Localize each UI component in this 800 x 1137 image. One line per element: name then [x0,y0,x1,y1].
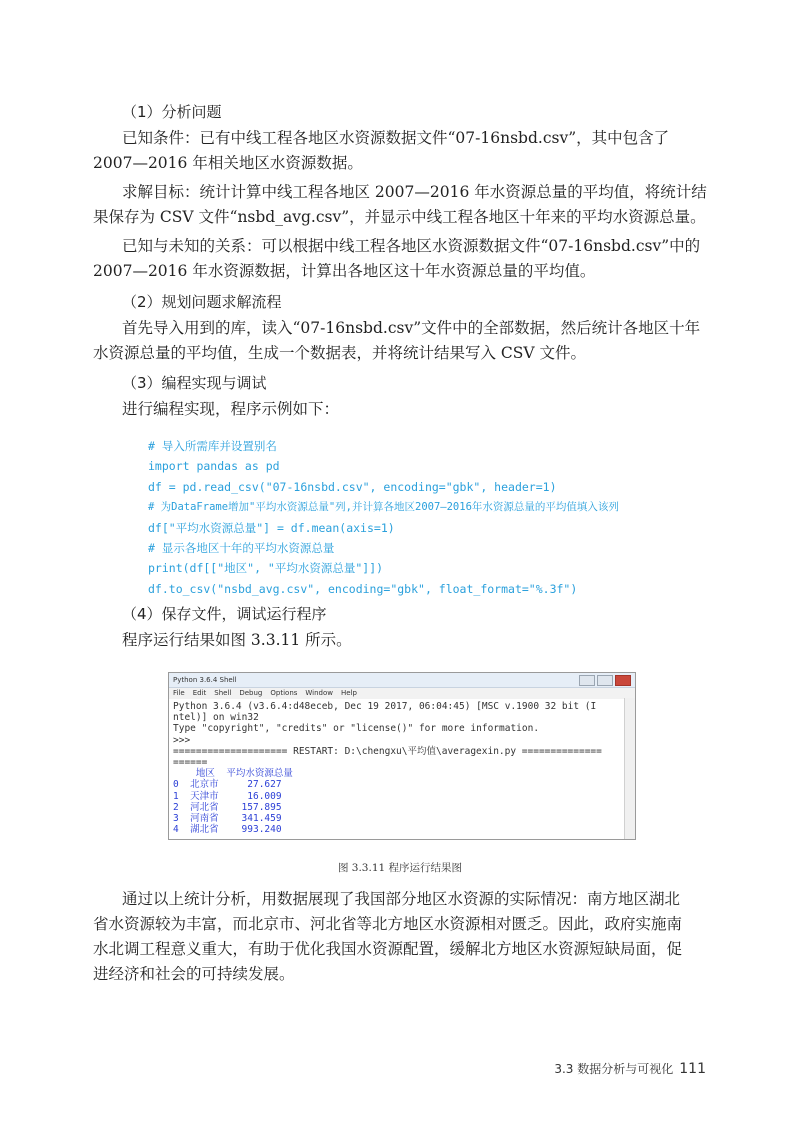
section-heading-analyze: （1）分析问题 [122,103,222,121]
close-icon [615,675,631,686]
menu-edit: Edit [192,689,207,697]
footer-section: 3.3 数据分析与可视化 [554,1062,674,1076]
text-line: 进行编程实现，程序示例如下： [122,400,340,418]
known-conditions-paragraph [93,126,718,176]
code-line: # 为DataFrame增加"平均水资源总量"列,并计算各地区2007—2016年水资源总量的平均值填入该列 [148,501,619,514]
plan-paragraph [93,316,718,366]
shell-menu-bar [169,688,635,699]
menu-window: Window [305,689,334,697]
menu-options: Options [270,689,298,697]
python-shell-screenshot [168,672,636,840]
text-line: 已知与未知的关系：可以根据中线工程各地区水资源数据文件“07-16nsbd.csv”中的 [122,237,701,255]
code-listing [148,436,619,599]
code-line: # 导入所需库并设置别名 [148,439,277,453]
goal-paragraph [93,180,718,230]
shell-line: ==================== RESTART: D:\chengxu\平均值\averagexin.py ============== [173,745,602,757]
shell-line: ====== [173,757,208,769]
text-line: 2007—2016 年相关地区水资源数据。 [93,154,363,172]
code-line: df.to_csv("nsbd_avg.csv", encoding="gbk", float_format="%.3f") [148,581,578,596]
text-line: 水资源总量的平均值，生成一个数据表，并将统计结果写入 CSV 文件。 [93,344,587,362]
result-row: 0 北京市 27.627 [173,779,282,791]
result-row: 1 天津市 16.009 [173,790,282,802]
result-row: 3 河南省 341.459 [173,813,282,825]
code-line: print(df[["地区", "平均水资源总量"]]) [148,561,384,576]
implement-intro [93,397,718,422]
text-line: 首先导入用到的库，读入“07-16nsbd.csv”文件中的全部数据，然后统计各地区十年 [122,319,701,337]
menu-help: Help [341,689,357,697]
text-line: 水北调工程意义重大，有助于优化我国水资源配置，缓解北方地区水资源短缺局面，促 [93,940,683,958]
menu-file: File [173,689,185,697]
figure-caption: 图 3.3.11 程序运行结果图 [337,862,463,874]
minimize-icon [579,675,595,686]
window-controls [579,675,631,686]
run-intro [93,628,718,653]
section-heading-implement: （3）编程实现与调试 [122,374,267,392]
shell-title: Python 3.6.4 Shell [173,676,237,684]
shell-output [169,699,635,835]
conclusion-paragraph [93,887,718,987]
code-line: df["平均水资源总量"] = df.mean(axis=1) [148,520,395,535]
result-row: 2 河北省 157.895 [173,801,282,813]
text-line: 通过以上统计分析，用数据展现了我国部分地区水资源的实际情况：南方地区湖北 [122,890,681,908]
text-line: 果保存为 CSV 文件“nsbd_avg.csv”，并显示中线工程各地区十年来的平均水资源总量。 [93,208,706,226]
maximize-icon [597,675,613,686]
page-footer [554,1060,706,1077]
shell-title-bar [169,673,635,688]
code-line: # 显示各地区十年的平均水资源总量 [148,541,335,556]
text-line: 已知条件：已有中线工程各地区水资源数据文件“07-16nsbd.csv”，其中包含了 [122,129,670,147]
text-line: 2007—2016 年水资源数据，计算出各地区这十年水资源总量的平均值。 [93,262,596,280]
text-line: 进经济和社会的可持续发展。 [93,965,295,983]
shell-line: Python 3.6.4 (v3.6.4:d48eceb, Dec 19 2017, 06:04:45) [MSC v.1900 32 bit (I [173,701,597,712]
menu-shell: Shell [214,689,232,697]
text-line: 程序运行结果如图 3.3.11 所示。 [122,631,352,649]
code-line: df = pd.read_csv("07-16nsbd.csv", encoding="gbk", header=1) [148,479,557,494]
result-header: 地区 平均水资源总量 [173,768,293,780]
menu-debug: Debug [239,689,263,697]
shell-line: Type "copyright", "credits" or "license()" for more information. [173,723,540,735]
shell-line: >>> [173,734,196,746]
shell-scrollbar [624,698,635,839]
relation-paragraph [93,234,718,284]
text-line: 省水资源较为丰富，而北京市、河北省等北方地区水资源相对匮乏。因此，政府实施南 [93,915,683,933]
code-line: import pandas as pd [148,459,280,474]
page-number: 111 [679,1061,706,1077]
shell-line: ntel)] on win32 [173,712,259,724]
section-heading-plan: （2）规划问题求解流程 [122,293,282,311]
section-heading-save-run: （4）保存文件，调试运行程序 [122,605,327,623]
text-line: 求解目标：统计计算中线工程各地区 2007—2016 年水资源总量的平均值，将统计结 [122,183,707,201]
result-row: 4 湖北省 993.240 [173,824,282,836]
